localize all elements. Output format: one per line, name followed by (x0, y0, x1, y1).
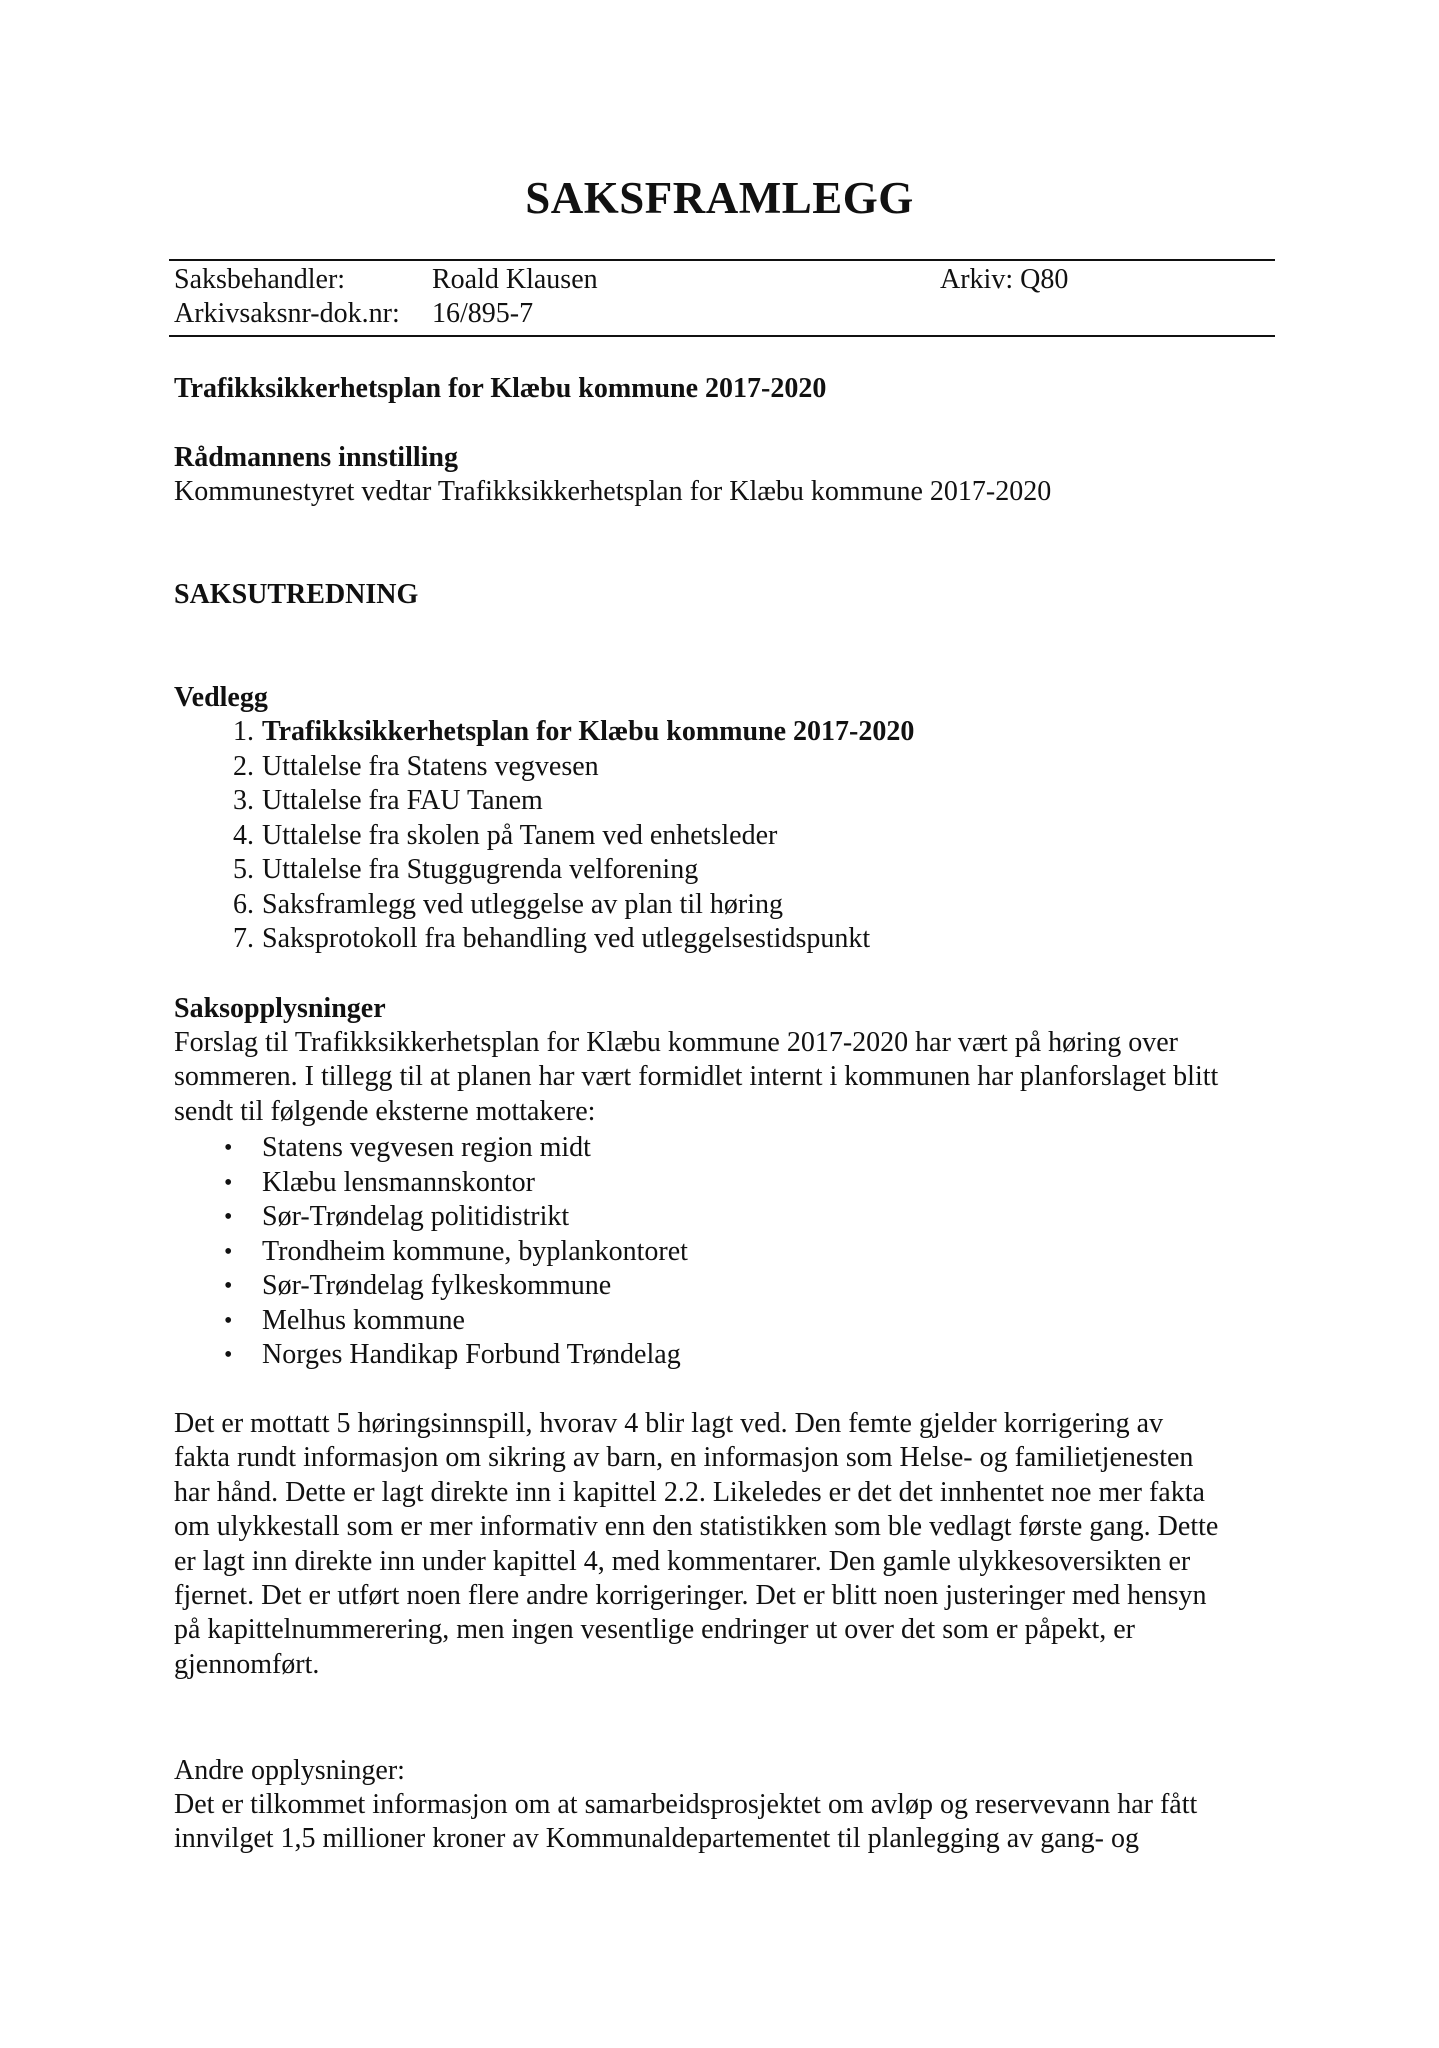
recipient-name: Statens vegvesen region midt (262, 1132, 591, 1163)
info-intro-paragraph (174, 1026, 1294, 1129)
bullet-icon: • (224, 1204, 233, 1230)
other-info-heading: Andre opplysninger: (174, 1755, 405, 1786)
other-info-paragraph (174, 1788, 1294, 1857)
attachment-title: Uttalelse fra Stuggugrenda velforening (262, 854, 699, 885)
paragraph-line: Forslag til Trafikksikkerhetsplan for Klæbu kommune 2017-2020 har vært på høring over (174, 1027, 1178, 1058)
attachment-number: 6. (233, 888, 254, 920)
bullet-icon: • (224, 1238, 233, 1265)
attachment-number: 4. (233, 819, 254, 851)
paragraph-line: har hånd. Dette er lagt direkte inn i kapittel 2.2. Likeledes er det det innhentet noe mer fakta (174, 1476, 1205, 1508)
header-rule-top (169, 259, 1275, 261)
recommendation-text: Kommunestyret vedtar Trafikksikkerhetsplan for Klæbu kommune 2017-2020 (174, 476, 1052, 507)
attachment-number: 2. (233, 750, 254, 782)
arkivsaksnr-label: Arkivsaksnr-dok.nr: (174, 298, 400, 329)
attachment-title: Saksprotokoll fra behandling ved utleggelsestidspunkt (262, 923, 871, 954)
bullet-icon: • (224, 1342, 233, 1368)
paragraph-line: på kapittelnummerering, men ingen vesentlige endringer ut over det som er påpekt, er (174, 1614, 1136, 1646)
paragraph-line: fjernet. Det er utført noen flere andre korrigeringer. Det er blitt noen justeringer med hensyn (174, 1580, 1207, 1612)
bullet-icon: • (224, 1307, 233, 1334)
attachments-heading: Vedlegg (174, 682, 268, 713)
attachment-number: 1. (233, 716, 254, 747)
recipient-name: Melhus kommune (262, 1304, 465, 1336)
recipient-name: Trondheim kommune, byplankontoret (262, 1235, 688, 1267)
attachment-title: Uttalelse fra Statens vegvesen (262, 750, 599, 782)
recipient-name: Sør-Trøndelag politidistrikt (262, 1201, 570, 1232)
attachment-title: Saksframlegg ved utleggelse av plan til høring (262, 888, 783, 920)
document-title: SAKSFRAMLEGG (525, 173, 914, 223)
attachment-title: Uttalelse fra skolen på Tanem ved enhetsleder (262, 819, 778, 851)
section-heading: SAKSUTREDNING (174, 579, 419, 610)
paragraph-line: fakta rundt informasjon om sikring av barn, en informasjon som Helse- og familietjenesten (174, 1442, 1194, 1474)
attachment-title: Uttalelse fra FAU Tanem (262, 785, 543, 816)
recipient-name: Sør-Trøndelag fylkeskommune (262, 1270, 612, 1301)
recipient-name: Klæbu lensmannskontor (262, 1166, 535, 1198)
body-paragraph (174, 1407, 1294, 1682)
attachment-title: Trafikksikkerhetsplan for Klæbu kommune 2017-2020 (262, 716, 915, 747)
header-rule-bottom (169, 335, 1275, 337)
paragraph-line: Det er tilkommet informasjon om at samarbeidsprosjektet om avløp og reservevann har fått (174, 1789, 1198, 1820)
bullet-icon: • (224, 1169, 233, 1196)
recipient-name: Norges Handikap Forbund Trøndelag (262, 1339, 681, 1370)
paragraph-line: sendt til følgende eksterne mottakere: (174, 1095, 596, 1127)
bullet-icon: • (224, 1135, 233, 1161)
arkiv-code: Arkiv: Q80 (940, 264, 1069, 295)
bullet-icon: • (224, 1273, 233, 1299)
paragraph-line: Det er mottatt 5 høringsinnspill, hvorav 4 blir lagt ved. Den femte gjelder korrigering av (174, 1408, 1164, 1439)
case-subject: Trafikksikkerhetsplan for Klæbu kommune 2017-2020 (174, 373, 827, 404)
paragraph-line: sommeren. I tillegg til at planen har vært formidlet internt i kommunen har planforslaget blitt (174, 1061, 1219, 1093)
saksbehandler-value: Roald Klausen (432, 264, 598, 295)
attachment-number: 7. (233, 923, 254, 954)
arkivsaksnr-value: 16/895-7 (432, 298, 534, 329)
paragraph-line: innvilget 1,5 millioner kroner av Kommunaldepartementet til planlegging av gang- og (174, 1823, 1139, 1855)
recommendation-heading: Rådmannens innstilling (174, 442, 458, 473)
paragraph-line: gjennomført. (174, 1648, 320, 1680)
attachment-number: 3. (233, 785, 254, 816)
paragraph-line: er lagt inn direkte inn under kapittel 4, med kommentarer. Den gamle ulykkesoversikten er (174, 1545, 1191, 1577)
paragraph-line: om ulykkestall som er mer informativ enn den statistikken som ble vedlagt første gang. Dette (174, 1511, 1219, 1543)
info-heading: Saksopplysninger (174, 993, 386, 1024)
saksbehandler-label: Saksbehandler: (174, 264, 346, 295)
attachment-number: 5. (233, 854, 254, 885)
